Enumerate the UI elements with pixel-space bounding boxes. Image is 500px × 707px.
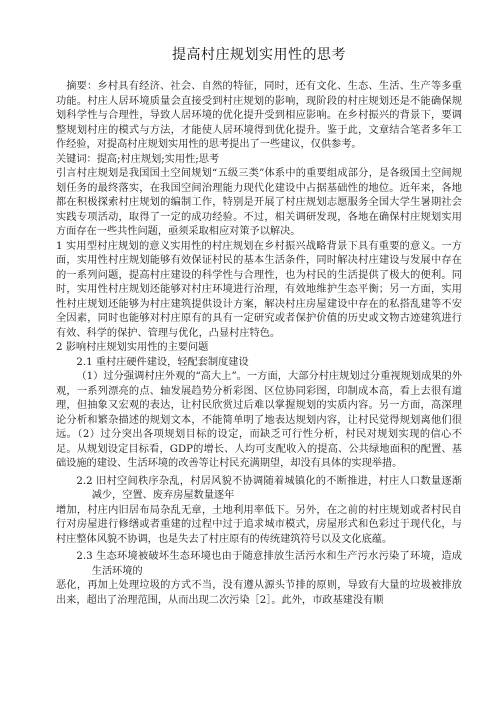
document-body — [56, 80, 462, 608]
section-2-heading: 2 影响村庄规划实用性的主要问题 — [56, 342, 209, 353]
section-2-2-heading: 2.2 旧村空间秩序杂乱，村居风貌不协调随着城镇化的不断推进，村庄人口数量逐渐减少，空置、废弃房屋数量逐年 — [76, 475, 462, 501]
intro-paragraph: 引言村庄规划是我国国土空间规划“五级三类”体系中的重要组成部分，是各级国土空间规划任务的最终落实，在我国空间治理能力现代化建设中占据基础性的地位。近年来，各地都在积极探索村庄规划的编制工作，特别是开展了村庄规划志愿服务全国大学生暑期社会实践专项活动，取得了一定的成功经验。不过，相关调研发现，各地在确保村庄规划实用方面存在一些共性问题，亟须采取相应对策予以解决。 — [56, 168, 462, 237]
keywords-line: 关键词：提高;村庄规划;实用性;思考 — [56, 153, 220, 165]
section-2-1-heading: 2.1 重村庄硬件建设，轻配套制度建设 — [76, 356, 249, 368]
section-2-2-paragraph: 增加，村庄内旧居布局杂乱无章，土地利用率低下。另外，在之前的村庄规划或者村民自行对房屋进行修缮或者重建的过程中过于追求城市模式，房屋形式和色彩过于现代化，与村庄整体风貌不协调，也是失去了村庄原有的传统建筑符号以及文化底蕴。 — [56, 504, 462, 545]
section-2-3-heading: 2.3 生态环境被破坏生态环境也由于随意排放生活污水和生产污水污染了环境，造成生活环境的 — [76, 551, 462, 577]
section-2-1-paragraph: （1）过分强调村庄外观的“高大上”。一方面，大部分村庄规划过分重视规划成果的外观，一系列漂亮的点、轴发展趋势分析彩图、区位协同彩图，印制成本高，看上去很有道理，但抽象又宏观的表达，让村民欣赏过后难以掌握规划的实质内容。另一方面，高深理论分析和繁杂描述的规划文本，不能简单明了地表达规划内容，让村民觉得规划离他们很远。（2）过分突出各项规划目标的设定，而缺乏可行性分析，村民对规划实现的信心不足。从规划设定目标看，GDP的增长、人均可支配收入的提高、公共绿地面积的配置、基础设施的建设、生活环境的改善等让村民充满期望，却没有具体的实现举措。 — [56, 371, 462, 469]
document-title: 提高村庄规划实用性的思考 — [172, 47, 346, 63]
section-2-3-paragraph: 恶化，再加上处理垃圾的方式不当，没有遵从源头节排的原则，导致有大量的垃圾被排放出来，超出了治理范围，从而出现二次污染［2］。此外，市政基建没有顺 — [56, 580, 462, 606]
abstract-paragraph: 摘要：乡村具有经济、社会、自然的特征，同时，还有文化、生态、生活、生产等多重功能。村庄人居环境质量会直接受到村庄规划的影响，现阶段的村庄规划还是不能确保规划科学性与合理性，导致人居环境的优化提升受到相应影响。在乡村振兴的背景下，要调整规划村庄的模式与方法，才能使人居环境得到优化提升。鉴于此，文章结合笔者多年工作经验，对提高村庄规划实用性的思考提出了一些建议，仅供参考。 — [56, 81, 462, 150]
section-1-paragraph: 1 实用型村庄规划的意义实用性的村庄规划在乡村振兴战略背景下具有重要的意义。一方面，实用性村庄规划能够有效保证村民的基本生活条件，同时解决村庄建设与发展中存在的一系列问题，提高村庄建设的科学性与合理性，也为村民的生活提供了极大的便利。同时，实用性村庄规划还能够对村庄环境进行治理，有效地维护生态平衡；另一方面，实用性村庄规划还能够为村庄建筑提供设计方案，解决村庄房屋建设中存在的私搭乱建等不安全因素，同时也能够对村庄原有的具有一定研究或者保护价值的历史或文物古迹建筑进行有效、科学的保护、管理与优化，凸显村庄特色。 — [56, 240, 462, 339]
